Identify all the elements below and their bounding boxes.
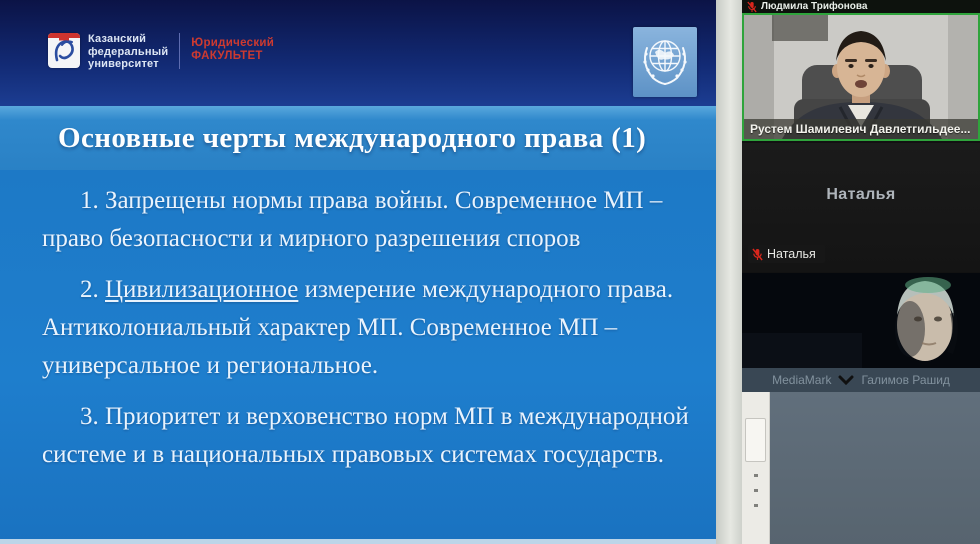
slide-bottom-edge (0, 539, 716, 544)
panel-empty-area (742, 392, 980, 544)
scrollbar-dot (754, 489, 758, 492)
participant-cutoff-label (742, 0, 980, 14)
slide-window-edge (716, 0, 742, 544)
participant-video-third[interactable] (742, 273, 980, 392)
slide-point-3: 3. Приоритет и верховенство норм МП в международной системе и в национальных правовых системах государств. (42, 403, 689, 468)
participant-video-rustem[interactable] (742, 13, 980, 141)
logo-divider (179, 33, 180, 69)
scrollbar-dot (754, 474, 758, 477)
kfu-university-name: Казанский федеральный университет (88, 33, 169, 70)
slide-point-2: 2. Цивилизационное измерение международного права. Антиколониальный характер МП. Современное МП – универсальное и региональное. (42, 276, 674, 379)
slide-body (0, 170, 716, 544)
slide-title-band (0, 106, 716, 170)
scrollbar[interactable] (742, 392, 770, 544)
participant-camera-feed (742, 273, 980, 368)
chevron-down-icon[interactable] (838, 375, 854, 385)
participant-video-natalya[interactable] (742, 143, 980, 272)
participant-display-name: Наталья (826, 185, 896, 203)
slide-title: Основные черты международного права (1) (58, 121, 647, 154)
kfu-faculty-name: Юридический ФАКУЛЬТЕТ (191, 37, 275, 62)
slide-header-band (0, 0, 716, 106)
un-logo (633, 27, 697, 97)
participants-panel (742, 0, 980, 544)
mic-muted-icon (747, 1, 757, 13)
collapse-bar-text-right: Галимов Рашид (861, 373, 950, 387)
kfu-emblem-icon (48, 33, 80, 68)
scrollbar-dot (754, 504, 758, 507)
participant-name-label: Рустем Шамилевич Давлетгильдее... (744, 119, 978, 139)
participant-name-label: Наталья (748, 245, 825, 263)
participant-name: Людмила Трифонова (761, 1, 868, 12)
video-strip-collapse-bar[interactable] (742, 368, 980, 392)
kfu-logo (48, 33, 274, 71)
slide-point-1: 1. Запрещены нормы права войны. Современное МП – право безопасности и мирного разрешения споров (42, 187, 663, 252)
collapse-bar-text-left: MediaMark (772, 373, 832, 387)
un-emblem-icon (637, 32, 693, 92)
mic-muted-icon (752, 248, 763, 261)
scrollbar-thumb[interactable] (745, 418, 766, 462)
